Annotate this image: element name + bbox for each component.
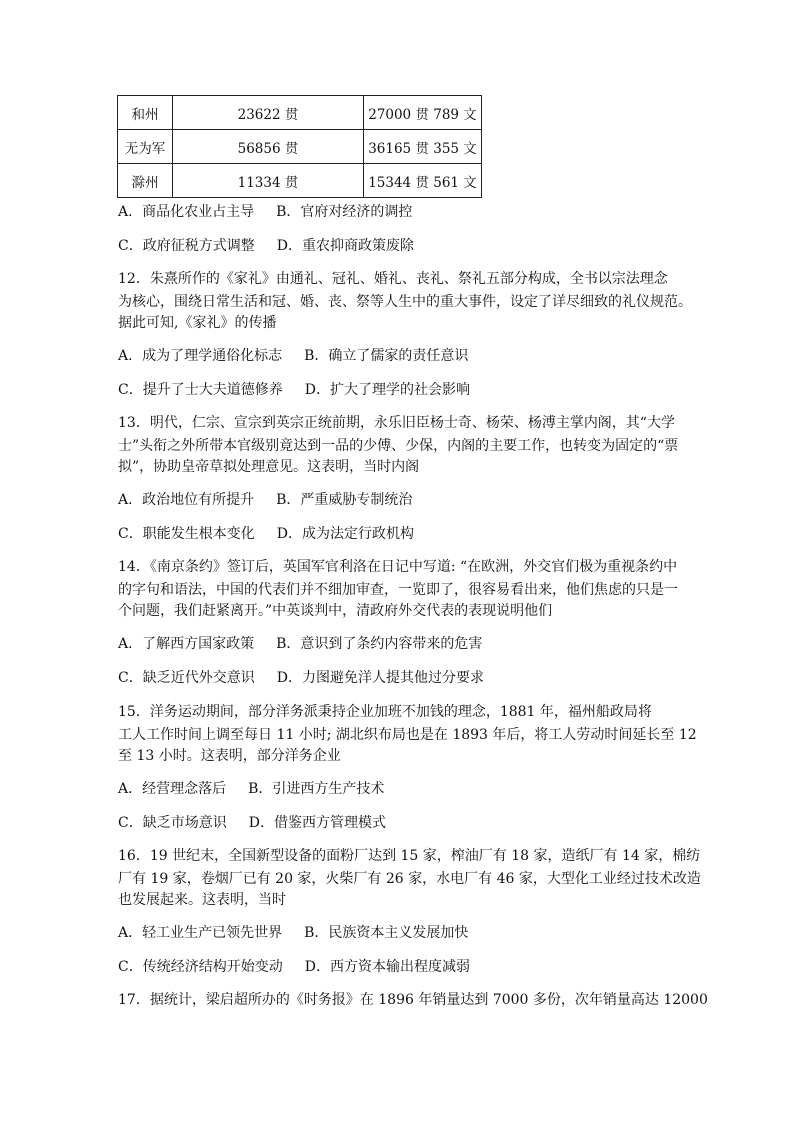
table-cell: 滁州 bbox=[118, 164, 173, 198]
q14-stem-line: 14．《南京条约》签订后，英国军官利洛在日记中写道: “在欧洲，外交官们极为重视条约中 bbox=[118, 559, 678, 575]
q12-stem-line: 为核心，围绕日常生活和冠、婚、丧、祭等人生中的重大事件，设定了详尽细致的礼仪规范。 bbox=[118, 294, 692, 310]
option-b: B．意识到了条约内容带来的危害 bbox=[276, 636, 483, 652]
q15-stem-line: 工人工作时间上调至每日 11 小时; 湖北织布局也是在 1893 年后，将工人劳动时间延长至 12 bbox=[118, 727, 697, 743]
option-b: B．官府对经济的调控 bbox=[276, 204, 413, 220]
option-a: A．经营理念落后 bbox=[118, 781, 227, 797]
q13-stem-line: 士”头衔之外所带本官级别竟达到一品的少傅、少保，内阁的主要工作，也转变为固定的“票 bbox=[118, 438, 679, 454]
table-row bbox=[118, 96, 482, 130]
option-c: C．缺乏近代外交意识 bbox=[118, 670, 255, 686]
q12-options-cd bbox=[118, 381, 470, 399]
option-c: C．传统经济结构开始变动 bbox=[118, 959, 283, 975]
table-cell: 36165 贯 355 文 bbox=[364, 130, 482, 164]
option-c: C．政府征税方式调整 bbox=[118, 238, 255, 254]
q11-options-cd bbox=[118, 237, 414, 255]
option-d: D．西方资本输出程度减弱 bbox=[304, 959, 470, 975]
q15-options-ab bbox=[118, 780, 384, 798]
table-cell: 15344 贯 561 文 bbox=[364, 164, 482, 198]
table-cell: 23622 贯 bbox=[173, 96, 364, 130]
table-cell: 27000 贯 789 文 bbox=[364, 96, 482, 130]
q16-options-ab bbox=[118, 924, 468, 942]
table-cell: 11334 贯 bbox=[173, 164, 364, 198]
q17-stem-line: 17．据统计，梁启超所办的《时务报》在 1896 年销量达到 7000 多份，次年销量高达 12000 bbox=[118, 992, 708, 1008]
option-c: C．职能发生根本变化 bbox=[118, 526, 255, 542]
q11-options-ab bbox=[118, 203, 412, 221]
q14-options-cd bbox=[118, 669, 484, 687]
table-row bbox=[118, 164, 482, 198]
option-a: A．政治地位有所提升 bbox=[118, 492, 255, 508]
q14-stem-line: 个问题，我们赶紧离开。”中英谈判中，清政府外交代表的表现说明他们 bbox=[118, 603, 553, 619]
option-a: A．成为了理学通俗化标志 bbox=[118, 348, 283, 364]
option-b: B．严重威胁专制统治 bbox=[276, 492, 413, 508]
q14-stem-line: 的字句和语法，中国的代表们并不细加审查，一览即了，很容易看出来，他们焦虑的只是一 bbox=[118, 582, 678, 598]
option-d: D．力图避免洋人提其他过分要求 bbox=[276, 670, 484, 686]
q12-options-ab bbox=[118, 347, 468, 365]
q13-options-cd bbox=[118, 525, 414, 543]
option-b: B．民族资本主义发展加快 bbox=[304, 925, 469, 941]
tax-table bbox=[117, 95, 482, 198]
option-c: C．缺乏市场意识 bbox=[118, 815, 227, 831]
q12-stem-line: 据此可知,《家礼》的传播 bbox=[118, 315, 277, 331]
option-a: A．了解西方国家政策 bbox=[118, 636, 255, 652]
option-d: D．成为法定行政机构 bbox=[276, 526, 414, 542]
q12-stem-line: 12．朱熹所作的《家礼》由通礼、冠礼、婚礼、丧礼、祭礼五部分构成，全书以宗法理念 bbox=[118, 271, 668, 287]
q16-stem-line: 也发展起来。这表明，当时 bbox=[118, 892, 286, 908]
q16-stem-line: 厂有 19 家，卷烟厂已有 20 家，火柴厂有 26 家，水电厂有 46 家，大型化工业经过技术改造 bbox=[118, 871, 701, 887]
q15-stem-line: 至 13 小时。这表明，部分洋务企业 bbox=[118, 748, 341, 764]
q14-options-ab bbox=[118, 635, 482, 653]
q13-stem-line: 拟”，协助皇帝草拟处理意见。这表明，当时内阁 bbox=[118, 459, 420, 475]
option-d: D．借鉴西方管理模式 bbox=[248, 815, 386, 831]
table-row bbox=[118, 130, 482, 164]
table-cell: 和州 bbox=[118, 96, 173, 130]
q15-options-cd bbox=[118, 814, 386, 832]
option-b: B．引进西方生产技术 bbox=[248, 781, 385, 797]
q13-stem-line: 13．明代，仁宗、宣宗到英宗正统前期，永乐旧臣杨士奇、杨荣、杨溥主掌内阁，其“大学 bbox=[118, 415, 675, 431]
q13-options-ab bbox=[118, 491, 412, 509]
option-d: D．重农抑商政策废除 bbox=[276, 238, 414, 254]
table-cell: 56856 贯 bbox=[173, 130, 364, 164]
q15-stem-line: 15．洋务运动期间，部分洋务派秉持企业加班不加钱的理念，1881 年，福州船政局将 bbox=[118, 704, 652, 720]
option-c: C．提升了士大夫道德修养 bbox=[118, 382, 283, 398]
q16-options-cd bbox=[118, 958, 470, 976]
option-b: B．确立了儒家的责任意识 bbox=[304, 348, 469, 364]
option-a: A．商品化农业占主导 bbox=[118, 204, 255, 220]
option-a: A．轻工业生产已领先世界 bbox=[118, 925, 283, 941]
table-cell: 无为军 bbox=[118, 130, 173, 164]
q16-stem-line: 16．19 世纪末，全国新型设备的面粉厂达到 15 家，榨油厂有 18 家，造纸厂有 14 家，棉纺 bbox=[118, 848, 701, 864]
option-d: D．扩大了理学的社会影响 bbox=[304, 382, 470, 398]
